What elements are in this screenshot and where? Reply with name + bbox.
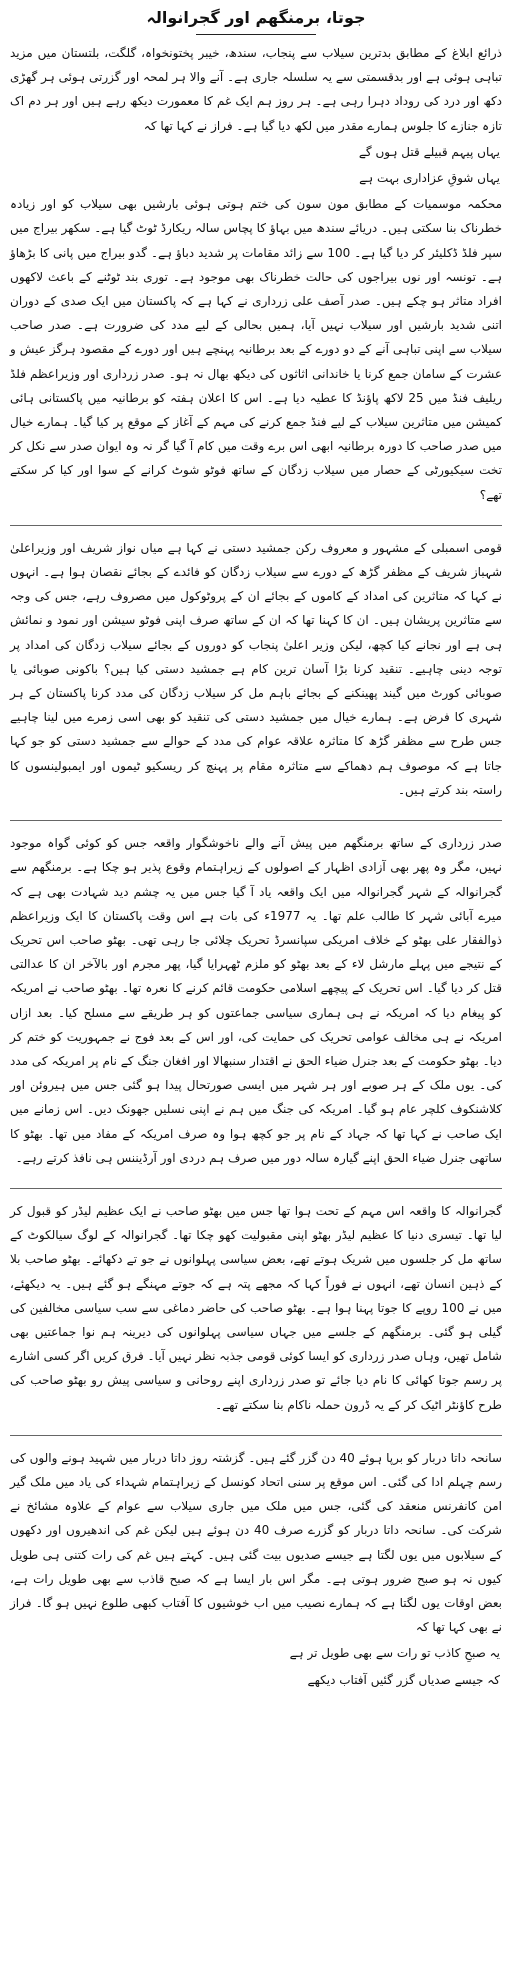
- verse-line: کہ جیسے صدیاں گزر گئیں آفتاب دیکھے: [307, 1672, 500, 1687]
- verse-line: یہاں پیہم قبیلے قتل ہوں گے: [358, 144, 500, 159]
- paragraph: محکمہ موسمیات کے مطابق مون سون کی ختم ہوتی ہوئی بارشیں بھی سیلاب کو اور زیادہ خطرناک بنا سکتی ہیں۔ دریائے سندھ میں بہاؤ کا پچاس سالہ ریکارڈ ٹوٹ گیا ہے۔ سکھر بیراج میں سپر فلڈ ڈکلیئر کر دیا گیا ہے۔ 100 سے زائد مقامات پر شدید دباؤ ہے۔ گدو بیراج میں پانی کا بڑھاؤ ہے۔ تونسہ اور نوں بیراجوں کی حالت خطرناک بھی موجود ہے۔ توری بند ٹوٹنے کے باعث لاکھوں افراد متاثر ہو چکے ہیں۔ صدر آصف علی زرداری نے کہا ہے کہ پاکستان میں ایک صدی کے دوران اتنی شدید بارشیں اور سیلاب نہیں آیا، ہمیں بحالی کے لیے مدد کی ضرورت ہے۔ صدر صاحب سیلاب سے اپنی تباہی آنے کے دو دورے کے بعد برطانیہ پہنچے ہیں اور دورے کے مقصود ہرگز عیش و عشرت کے سامان جمع کرنا یا خاندانی اثاثوں کی دیکھ بھال نہ ہو۔ صدر زرداری اور وزیراعظم فلڈ ریلیف فنڈ میں 25 لاکھ پاؤنڈ کا عطیہ دیا ہے۔ اس کا اعلان ہفتہ کو برطانیہ میں پاکستانی ہائی کمیشن میں متاثرین سیلاب کے لیے فنڈ جمع کرنے کی مہم کے آغاز کے موقع پر کیا گیا۔ ہمارے خیال میں صدر صاحب کا دورہ برطانیہ ابھی اس برے وقت میں کام آ گیا گر نہ وہ ایوان صدر سے نکل کر تخت سیکیورٹی کے حصار میں سیلاب زدگان کے ساتھ فوٹو شوٹ کرانے کے سوا اور کیا کر سکتے تھے؟: [10, 197, 503, 502]
- title-underline: [196, 34, 316, 35]
- article-section-3: [10, 536, 502, 802]
- paragraph: سانحہ داتا دربار کو برپا ہوئے 40 دن گزر گئے ہیں۔ گزشتہ روز داتا دربار میں شہید ہونے والوں کی رسم چہلم ادا کی گئی۔ اس موقع پر سنی اتحاد کونسل کے زیراہتمام شہداء کی یاد میں ملک گیر امن کانفرنس منعقد کی گئی، جس میں ملک میں جاری سیلاب سے عوام کے علاوہ مشائخ نے شرکت کی۔ سانحہ داتا دربار کو گزرے صرف 40 دن ہوئے ہیں لیکن غم کی اندھیروں اور دکھوں کے سیلابوں میں یوں لگتا ہے جیسے صدیوں بیت گئی ہیں۔ کہتے ہیں غم کی رات کتنی ہی طویل کیوں نہ ہو صبح ضرور ہوتی ہے۔ مگر اس بار ایسا ہے کہ صبح قاذب سے بھی طویل رات ہے، بعض اوقات یوں لگتا ہے کہ ہمارے نصیب میں اب خوشیوں کا آفتاب کبھی طلوع نہیں ہو گا۔ فراز نے بھی کہا تھا کہ: [10, 1450, 502, 1635]
- article-section-4: [10, 831, 502, 1170]
- section-divider: [10, 820, 502, 821]
- paragraph: قومی اسمبلی کے مشہور و معروف رکن جمشید دستی نے کہا ہے میاں نواز شریف اور وزیراعلیٰ شہباز شریف کے مظفر گڑھ کے دورے سے سیلاب زدگان کو فائدے کے بجائے نقصان ہوا ہے۔ انہوں نے کہا کہ متاثرین کی امداد کے کاموں کے بجائے ان کے پروٹوکول میں مصروف رہے، جس کی وجہ سے متاثرین پریشان ہیں۔ ان کا کہنا تھا کہ ان کے ساتھ صرف اپنی فوٹو سیشن اور نمود و نمائش ہی ہے اور نجانے کیا کچھ، لیکن وزیر اعلیٰ پنجاب کو دوروں کے بجائے سیلاب زدگان کی امداد پر توجہ دینی چاہیے۔ تنقید کرنا بڑا آسان ترین کام ہے جمشید دستی کیا ہیں؟ باکونی صوبائی یا صوبائی کورٹ میں گیند پھینکنے کے بجائے باہم مل کر سیلاب زدگان کی مدد کرنا پاکستان کے ہر شہری کا فرض ہے۔ ہمارے خیال میں جمشید دستی کی تنقید کو بھی اسی زمرے میں لینا چاہیے جس طرح سے مظفر گڑھ کا متاثرہ علاقہ عوام کی مدد کے حوالے سے جمشید دستی کو جو کہا جاتا ہے کہ موصوف ہم دھماکے سے متاثرہ مقام پر پہنچ کر ریسکیو ٹیموں اور ایمبولینسوں کا راستہ بند کرتے ہیں۔: [10, 540, 502, 797]
- article-title: جوتا، برمنگھم اور گجرانوالہ: [146, 8, 366, 27]
- section-divider: [10, 1435, 502, 1436]
- article-section-5: [10, 1199, 502, 1417]
- paragraph: گجرانوالہ کا واقعہ اس مہم کے تحت ہوا تھا جس میں بھٹو صاحب نے ایک عظیم لیڈر کو قبول کر لیا تھا۔ تیسری دنیا کا عظیم لیڈر بھٹو اپنی مقبولیت کھو چکا تھا۔ گجرانوالہ کے لوگ سیالکوٹ کے ساتھ مل کر جلسوں میں شریک ہوتے تھے، بعض سیاسی پہلوانوں نے جو تے دکھائے۔ بھٹو صاحب بلا کے ذہین انسان تھے، انہوں نے فوراً کہا کہ مجھے پتہ ہے کہ جوتے مہنگے ہو گئے ہیں۔ یہ دیکھئے، میں نے 100 روپے کا جوتا پہنا ہوا ہے۔ بھٹو صاحب کی حاضر دماغی سے سب سیاسی مخالفین کی گیلی ہو گئی۔ برمنگھم کے جلسے میں جہاں سیاسی پہلوانوں کی دیرینہ ہم نوا جماعتیں بھی شامل تھیں، وہاں صدر زرداری کو ایسا کوئی قومی جذبہ نظر نہیں آیا۔ فرق کریں اگر کسی اشارے پر رسم جوتا کھائی کا نام دیا جائے تو صدر زرداری اپنے روحانی و سیاسی پیش رو بھٹو صاحب کی طرح کاؤنٹر اٹیک کر کے یہ ڈرون حملہ ناکام بنا سکتے تھے۔: [10, 1203, 502, 1412]
- section-divider: [10, 1188, 502, 1189]
- paragraph: ذرائع ابلاغ کے مطابق بدترین سیلاب سے پنجاب، سندھ، خیبر پختونخواہ، گلگت، بلتستان میں مزید تباہی ہوئی ہے اور بدقسمتی سے یہ سلسلہ جاری ہے۔ آنے والا ہر لمحہ اور گزرتی ہوئی ہر گھڑی دکھ اور درد کی روداد دہرا رہی ہے۔ ہر روز ہم ایک غم کا معمورت دیکھ رہے ہیں اور ہر دم اک تازہ جنازے کا جلوس ہمارے مقدر میں لکھ دیا گیا ہے۔ فراز نے کہا تھا کہ: [10, 46, 502, 133]
- article-section-2: [10, 192, 502, 507]
- verse-line: یہ صبحِ کاذب تو رات سے بھی طویل تر ہے: [289, 1646, 500, 1661]
- article-section-6: [10, 1446, 502, 1692]
- paragraph: صدر زرداری کے ساتھ برمنگھم میں پیش آنے والے ناخوشگوار واقعہ جس کو کوئی گواہ موجود نہیں، مگر وہ پھر بھی آزادی اظہار کے اصولوں کے زیراہتمام وقوع پذیر ہو چکا ہے۔ برمنگھم سے گجرانوالہ کے شہر گجرانوالہ میں ایک واقعہ یاد آ گیا جس میں یہ چشم دید شہادت بھی ہے کہ میرے آبائی شہر کا طالب علم تھا۔ یہ 1977ء کی بات ہے اس وقت پاکستان کا ایک وزیراعظم ذوالفقار علی بھٹو کے خلاف امریکی سپانسرڈ تحریک چلائی جا رہی تھی۔ بھٹو صاحب اس تحریک کے نتیجے میں پہلے مارشل لاء کے بعد بھٹو کو ملزم ٹھہرایا گیا، پھر مجرم اور بالآخر ان کا عدالتی قتل کر دیا گیا۔ اس تحریک کے پیچھے اسلامی حکومت قائم کرنے کا نعرہ تھا۔ بھٹو صاحب نے امریکہ کو پیغام دیا کہ امریکہ نے ہی ہماری سیاسی جماعتوں کو ہر طریقے سے مسلح کیا۔ بعد ازاں امریکہ نے ہی مخالف عوامی تحریک کی حمایت کی، اور اس کے بعد فوج نے جمہوریت کو ختم کر دیا۔ بھٹو حکومت کے بعد جنرل ضیاء الحق نے اقتدار سنبھالا اور افغان جنگ کے نام پر امریکہ کی مدد کی۔ یوں ملک کے ہر صوبے اور ہر شہر میں ایسی صورتحال پیدا ہو گئی جس میں ہیروئن اور کلاشنکوف کلچر عام ہو گیا۔ امریکہ کی جنگ میں ہم نے اپنی نسلیں جھونک دیں۔ اس زمانے میں ایک صاحب نے کہا تھا کہ جہاد کے نام پر جو کچھ ہوا وہ صرف امریکہ کے مفاد میں تھا۔ بھٹو کا ساتھی جنرل ضیاء الحق اپنے گیارہ سالہ دور میں صرف ہم دردی اور آرڈیننس ہی نافذ کرتے رہے۔: [10, 836, 502, 1165]
- verse-line: یہاں شوقِ عزاداری بہت ہے: [359, 171, 500, 186]
- section-divider: [10, 525, 502, 526]
- article-section-1: [10, 41, 502, 190]
